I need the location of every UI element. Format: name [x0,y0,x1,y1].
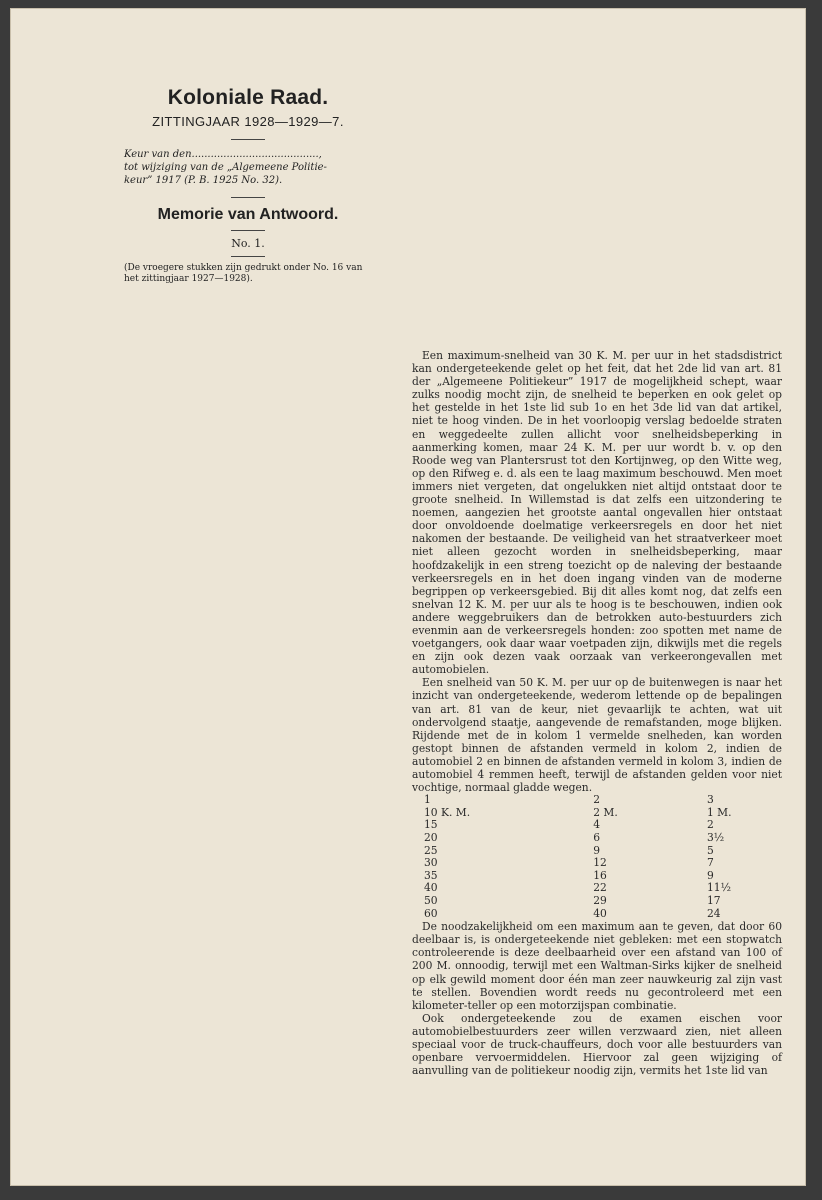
table-row [424,908,764,921]
table-cell: 3½ [706,830,725,844]
table-cell: 7 [706,856,714,870]
subject [118,148,378,187]
table-cell: 10 K. M. [424,805,471,819]
document-header [118,86,378,285]
table-cell: 2 [706,818,714,832]
table-cell: 40 [593,906,607,920]
table-cell: 6 [593,830,600,844]
session-year: ZITTINGJAAR 1928—1929—7. [152,114,344,129]
reference-note: (De vroegere stukken zijn gedrukt onder No. 16 van het zittingjaar 1927—1928). [124,263,363,284]
column-header: 2 [593,793,600,807]
document-page [10,8,806,1186]
table-cell: 5 [706,843,714,857]
table-row [424,832,764,845]
table-cell: 35 [424,868,438,882]
table-header-row [424,794,764,807]
braking-distance-table [424,794,764,920]
document-title: Koloniale Raad. [167,86,329,109]
column-header: 1 [424,793,431,807]
paragraph: De noodzakelijkheid om een maximum aan te geven, dat door 60 deelbaar is, is ondergeteekende niet gebleken: met een stopwatch controleerende is deze deelbaarheid over een afstand van 100 of 200 M. onnoodig, terwijl met een Waltman-Sirks kijker de snelheid op elk gewild moment door één man zeer nauwkeurig zal zijn vast te stellen. Bovendien wordt reeds nu gecontroleerd met een kilometer-teller op een motorzijspan combinatie. [412,920,782,1012]
document-type: Memorie van Antwoord. [157,206,339,223]
table-cell: 11½ [706,881,731,895]
table-cell: 20 [424,830,438,844]
paragraph: Een maximum-snelheid van 30 K. M. per uur in het stadsdistrict kan ondergeteekende gelet op het feit, dat het 2de lid van art. 81 der „Algemeene Politiekeur” 1917 de mogelijkheid schept, waar zulks noodig mocht zijn, de snelheid te beperken en ook gelet op het gestelde in het 1ste lid sub 1o en het 3de lid van dat artikel, niet te hoog vinden. De in het voorloopig verslag bedoelde straten en weggedeelte zullen allicht voor snelheidsbeperking in aanmerking komen, maar 24 K. M. per uur wordt b. v. op den Roode weg van Plantersrust tot den Kortijnweg, op den Witte weg, op den Rifweg e. d. als een te laag maximum beschouwd. Men moet immers niet vergeten, dat ongelukken niet altijd ontstaat door te groote snelheid. In Willemstad is dat zelfs een uitzondering te noemen, aangezien het grootste aantal ongevallen hier ontstaat door onvoldoende doelmatige verkeersregels en door het niet nakomen der bestaande. De veiligheid van het straatverkeer moet niet alleen gezocht worden in snelheidsbeperking, maar hoofdzakelijk in een streng toezicht op de naleving der bestaande verkeersregels en in het doen ingang vinden van de moderne begrippen op verkeersgebied. Bij dit alles komt nog, dat zelfs een snelvan 12 K. M. per uur als te hoog is te beschouwen, indien ook andere weggebruikers dan de betrokken auto-bestuurders zich evenmin aan de verkeersregels honden: zoo spotten met name de voetgangers, ook daar waar voetpaden zijn, dikwijls met die regels en zijn ook dezen vaak oorzaak van verkeerongevallen met automobielen. [412,349,782,677]
divider [231,230,265,231]
table-cell: 40 [424,881,438,895]
divider [231,256,265,257]
table-row [424,895,764,908]
table-cell: 9 [706,868,714,882]
table-cell: 12 [593,856,607,870]
table-cell: 17 [706,893,721,907]
table-cell: 24 [706,906,721,920]
body-text [412,349,782,1077]
table-cell: 15 [424,818,438,832]
divider [231,139,265,140]
subject-line: keur” 1917 (P. B. 1925 No. 32). [124,175,283,186]
table-cell: 30 [424,856,438,870]
table-cell: 25 [424,843,438,857]
table-cell: 4 [593,818,600,832]
table-cell: 50 [424,893,438,907]
paragraph: Een snelheid van 50 K. M. per uur op de buitenwegen is naar het inzicht van ondergeteekende, wederom lettende op de bepalingen van art. 81 van de keur, niet gevaarlijk te achten, wat uit ondervolgend staatje, aangevende de remafstanden, moge blijken. Rijdende met de in kolom 1 vermelde snelheden, kan worden gestopt binnen de afstanden vermeld in kolom 2, indien de automobiel 2 en binnen de afstanden vermeld in kolom 3, indien de automobiel 4 remmen heeft, terwijl de afstanden gelden voor niet vochtige, normaal gladde wegen. [412,676,782,795]
table-cell: 29 [593,893,607,907]
table-row [424,857,764,870]
table-cell: 1 M. [706,805,732,819]
table-cell: 9 [593,843,600,857]
table-cell: 16 [593,868,607,882]
paragraph: Ook ondergeteekende zou de examen eischen voor automobielbestuurders zeer willen verzwaard zien, niet alleen speciaal voor de truck-chauffeurs, doch voor alle bestuurders van openbare vervoermiddelen. Hiervoor zal geen wijziging of aanvulling van de politiekeur noodig zijn, vermits het 1ste lid van [412,1011,782,1078]
divider [231,197,265,198]
table-cell: 60 [424,906,438,920]
document-number: No. 1. [231,237,265,250]
table-cell: 2 M. [593,805,618,819]
subject-line: Keur van den........................................, [124,149,322,160]
subject-line: tot wijziging van de „Algemeene Politie- [124,162,327,173]
column-header: 3 [706,793,714,807]
table-cell: 22 [593,881,607,895]
